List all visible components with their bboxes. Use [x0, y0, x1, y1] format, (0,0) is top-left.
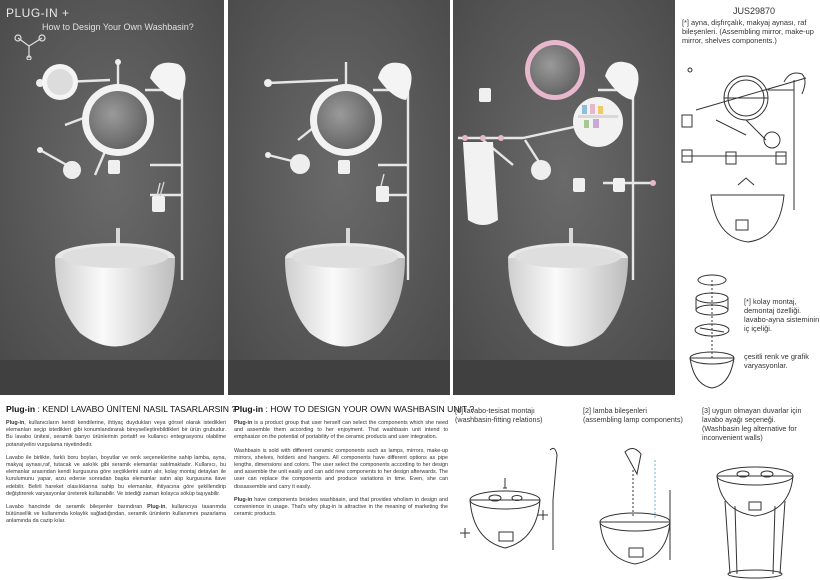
turkish-heading — [6, 404, 236, 414]
step-1 — [455, 406, 575, 424]
assembly-drawing — [676, 60, 820, 260]
english-p1-brand: Plug-in — [234, 420, 253, 426]
turkish-p3-brand: Plug-in — [147, 504, 166, 511]
project-code: JUS29870 — [733, 6, 776, 16]
turkish-paragraph-1 — [6, 420, 226, 449]
step-1-title: [1] lavabo-tesisat montajı — [455, 406, 535, 415]
english-heading-text: : HOW TO DESIGN YOUR OWN WASHBASIN UNIT ? — [263, 404, 475, 414]
poster-title: PLUG-IN + — [6, 6, 70, 20]
english-p3-text: have components besides washbasin, and that provides wholism in design and convenience in usage. That's why plug-in is attractive in the meaning of marketing the ceramic products. — [234, 496, 448, 518]
exploded-drawing — [680, 270, 744, 395]
turkish-p1-brand: Plug-in — [6, 420, 25, 426]
turkish-p3-pre: Lavabo hancinde de seramik bileşenler barındıran — [6, 504, 148, 511]
turkish-p1-text: , kullanıcıların kendi kendilerine, ihtiyaç duydukları veya görsel olarak istedikleri elemanları seçip istedikleri gibi konumlandırarak bireyselleştirebildikleri bir ürün grubudur. Bu lavabo ünitesi, seramik banyo ürünlerinin portatif ve kullanıcı entegrasyonu olabilme potansiyelini vurgulama niyetindedir. — [6, 420, 226, 448]
step-3-title: [3] uygun olmayan duvarlar için lavabo ayağı seçeneği. — [702, 406, 802, 424]
washbasin-render-2 — [228, 0, 450, 395]
render-panel-2 — [228, 0, 450, 395]
assembly-note: [*] kolay montaj, demontaj özelliği. lavabo-ayna sisteminin iç içeliği. — [744, 297, 820, 333]
english-paragraph-1 — [234, 420, 448, 442]
step-2-title: [2] lamba bileşenleri — [583, 406, 647, 415]
turkish-heading-text: : KENDİ LAVABO ÜNİTENİ NASIL TASARLARSIN ? — [35, 404, 237, 414]
step-3-drawing — [705, 456, 815, 580]
render-panel-1 — [0, 0, 224, 395]
english-heading-brand: Plug-in — [234, 404, 264, 414]
step-1-subtitle: (washbasin-fitting relations) — [455, 415, 543, 424]
poster-subtitle: How to Design Your Own Washbasin? — [42, 22, 194, 32]
english-heading — [234, 404, 474, 414]
turkish-paragraph-3 — [6, 504, 226, 526]
step-3-subtitle: (Washbasin leg alternative for inconvenient walls) — [702, 424, 797, 442]
turkish-p3-post: , kullanıcıya tasarımda bütünsellik ve kullanımda kolaylık sağladığından, seramik ürünlerin kullanımını pazarlama anlamında da cazip kılar. — [6, 504, 226, 525]
step-2-subtitle: (assembling lamp components) — [583, 415, 683, 424]
turkish-heading-brand: Plug-in — [6, 404, 36, 414]
plug-logo-icon — [10, 32, 48, 60]
english-p3-brand: Plug-in — [234, 496, 253, 503]
step-2 — [583, 406, 698, 424]
english-paragraph-2: Washbasin is sold with different ceramic components such as lamps, mirrors, make-up mirrors, shelves, holders and hangers. All components have different options as pipe lengths, dimensions and colors. The user select the components according to her design and assemble the unit easily and can add new components to her design afterwards. The user can replace the components and produce variations in time. Even, she can dissassemble and carry it easily. — [234, 447, 448, 490]
step-2-drawing — [585, 440, 695, 578]
step-3 — [702, 406, 818, 442]
english-paragraph-3 — [234, 497, 448, 519]
step-1-drawing — [455, 440, 575, 578]
turkish-paragraph-2: Lavabo ile birlikte, farklı boru boyları, boyutlar ve renk seçeneklerine sahip lamba, ayna, makyaj aynası,raf, tutacak ve askılık gibi seramik elemanlar satılmaktadır. Kullanıcı, bu elemanlar arasından kendi kurgusuna göre seçtiklerini satın alır, kolay montaj detayları ile kurulumunu yapar, arzu ederse sonradan başka elemanlar satın alıp kurgusuna ilave edebilir. Belirli hareket olasılıklarına sahip bu elemanlar, ihtiyacına göre şekillendirip değiştirerek varyasyonlar üreterek kullanabilir. Ve istediği zaman kolayca söküp taşıyabilir. — [6, 454, 226, 497]
turkish-body — [6, 420, 226, 532]
render-panel-3 — [453, 0, 675, 395]
english-p1-text: is a product group that user herself can select the components which she need and assemble them according to her enjoyment. That washbasin unit intend to emphasize on the potential of portability of the ceramic products and user integration. — [234, 420, 448, 441]
components-note: [*] ayna, dişfırçalık, makyaj aynası, raf bileşenleri. (Assembling mirror, make-up mirror, shelves components.) — [682, 18, 814, 45]
english-body — [234, 420, 448, 524]
variations-note: çesitli renk ve grafik varyasyonlar. — [744, 352, 809, 370]
washbasin-render-3 — [453, 0, 675, 395]
